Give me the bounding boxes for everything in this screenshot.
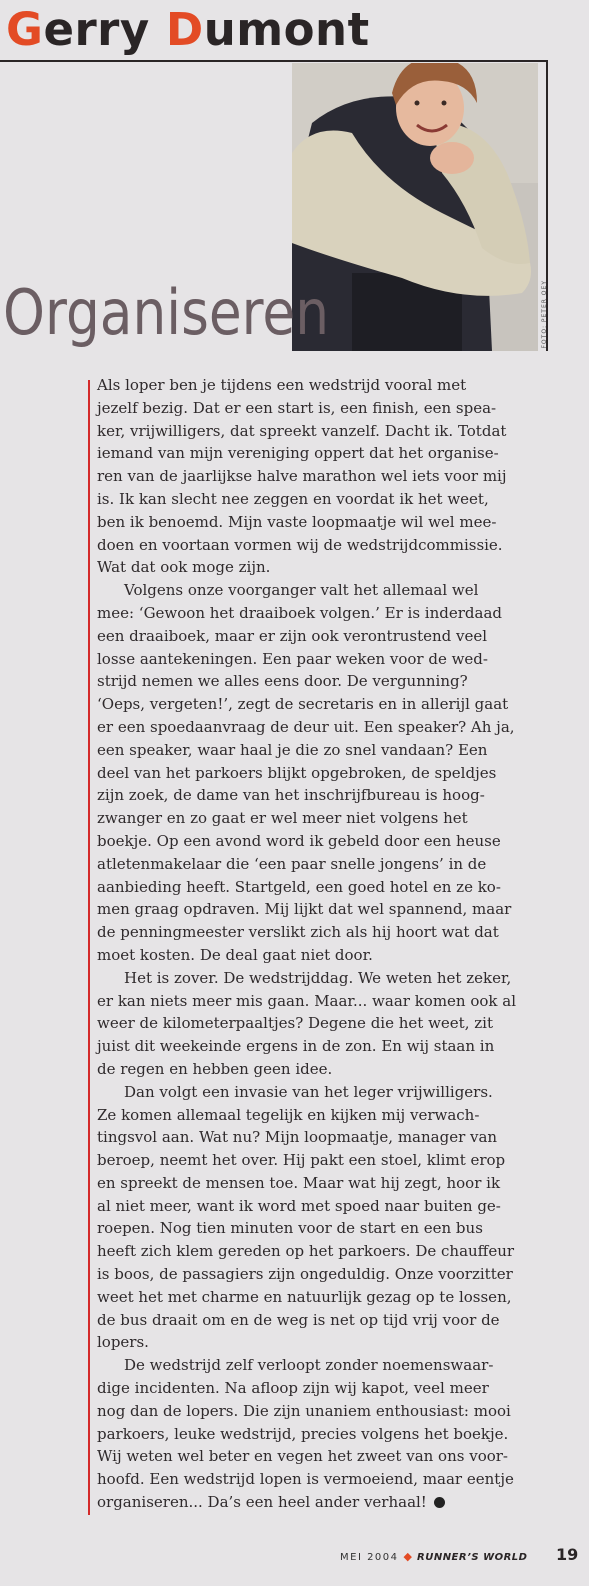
issue-date: MEI 2004 [340, 1552, 399, 1563]
article-line: beroep, neemt het over. Hij pakt een stoel, klimt erop [97, 1151, 506, 1170]
article-line: is boos, de passagiers zijn ongeduldig. Onze voorzitter [97, 1265, 513, 1284]
article-line: atletenmakelaar die ‘een paar snelle jongens’ in de [97, 854, 487, 873]
article-line: Dan volgt een invasie van het leger vrijwilligers. [124, 1082, 493, 1101]
article-line: Als loper ben je tijdens een wedstrijd vooral met [97, 376, 467, 394]
article-line: Het is zover. De wedstrijddag. We weten het zeker, [124, 968, 512, 987]
article-line: boekje. Op een avond word ik gebeld door een heuse [97, 831, 501, 850]
article-line: een draaiboek, maar er zijn ook verontrustend veel [97, 626, 488, 645]
article-line: ren van de jaarlijkse halve marathon wel iets voor mij [97, 467, 507, 486]
article-line: ker, vrijwilligers, dat spreekt vanzelf. Dacht ik. Totdat [97, 421, 507, 440]
article-body [97, 374, 555, 1514]
article-line: de bus draait om en de weg is net op tijd vrij voor de [97, 1310, 500, 1329]
margin-rule [88, 380, 90, 1515]
article-line: al niet meer, want ik word met spoed naar buiten ge- [97, 1196, 501, 1215]
author-initial-last: D [165, 3, 204, 56]
magazine-name: RUNNER’S WORLD [417, 1552, 528, 1563]
article-line: is. Ik kan slecht nee zeggen en voordat ik het weet, [97, 489, 489, 508]
article-line: de penningmeester verslikt zich als hij hoort wat dat [97, 923, 499, 942]
article-line: zijn zoek, de dame van het inschrijfbureau is hoog- [97, 786, 485, 805]
article-line: de regen en hebben geen idee. [97, 1059, 333, 1078]
article-line: strijd nemen we alles eens door. De vergunning? [97, 672, 468, 691]
article-line: heeft zich klem gereden op het parkoers. De chauffeur [97, 1242, 515, 1261]
article-line: nog dan de lopers. Die zijn unaniem enthousiast: mooi [97, 1401, 511, 1420]
article-line: juist dit weekeinde ergens in de zon. En wij staan in [97, 1037, 495, 1056]
photo-credit: FOTO: PETER OEY [541, 280, 548, 349]
page-number: 19 [556, 1545, 579, 1564]
article-line: mee: ‘Gewoon het draaiboek volgen.’ Er is inderdaad [97, 603, 503, 622]
article-line: weet het met charme en natuurlijk gezag op te lossen, [97, 1287, 512, 1306]
article-line: Volgens onze voorganger valt het allemaal wel [124, 581, 479, 600]
article-line: er een spoedaanvraag de deur uit. Een speaker? Ah ja, [97, 717, 515, 736]
article-line: parkoers, leuke wedstrijd, precies volgens het boekje. [97, 1424, 509, 1443]
article-line: lopers. [97, 1333, 149, 1352]
article-line: een speaker, waar haal je die zo snel vandaan? Een [97, 740, 488, 759]
article-line: hoofd. Een wedstrijd lopen is vermoeiend, maar eentje [97, 1470, 514, 1489]
article-line: zwanger en zo gaat er wel meer niet volgens het [97, 809, 468, 828]
article-line: weer de kilometerpaaltjes? Degene die het weet, zit [97, 1014, 493, 1033]
article-line: tingsvol aan. Wat nu? Mijn loopmaatje, manager van [97, 1128, 498, 1147]
author-first-name-rest: erry [43, 3, 166, 56]
end-mark-icon [434, 1497, 445, 1508]
article-line: moet kosten. De deal gaat niet door. [97, 945, 373, 964]
header-rule [0, 60, 548, 62]
article-line: en spreekt de mensen toe. Maar wat hij zegt, hoor ik [97, 1173, 501, 1192]
author-name [6, 2, 370, 58]
page-footer [340, 1550, 527, 1563]
diamond-icon: ◆ [403, 1550, 412, 1563]
article-line: losse aantekeningen. Een paar weken voor de wed- [97, 649, 488, 668]
article-line: men graag opdraven. Mij lijkt dat wel spannend, maar [97, 900, 512, 919]
article-line: Wij weten wel beter en vegen het zweet van ons voor- [97, 1447, 508, 1466]
article-line: er kan niets meer mis gaan. Maar... waar komen ook al [97, 991, 517, 1010]
article-line: organiseren... Da’s een heel ander verhaal! [97, 1491, 555, 1514]
article-line: deel van het parkoers blijkt opgebroken, de speldjes [97, 763, 497, 782]
article-line: ben ik benoemd. Mijn vaste loopmaatje wil wel mee- [97, 512, 497, 531]
author-last-name-rest: umont [203, 3, 370, 56]
author-initial-first: G [6, 3, 44, 56]
article-line: dige incidenten. Na afloop zijn wij kapot, veel meer [97, 1379, 489, 1398]
article-line: doen en voortaan vormen wij de wedstrijdcommissie. [97, 535, 503, 554]
article-line: jezelf bezig. Dat er een start is, een finish, een spea- [97, 398, 497, 417]
article-line: Wat dat ook moge zijn. [97, 558, 271, 577]
article-line: iemand van mijn vereniging oppert dat het organise- [97, 444, 499, 463]
article-line: roepen. Nog tien minuten voor de start en een bus [97, 1219, 483, 1238]
article-title: Organiseren [3, 276, 330, 349]
article-line: aanbieding heeft. Startgeld, een goed hotel en ze ko- [97, 877, 501, 896]
article-line: Ze komen allemaal tegelijk en kijken mij verwach- [97, 1105, 480, 1124]
article-line: ‘Oeps, vergeten!’, zegt de secretaris en in allerijl gaat [97, 695, 509, 714]
article-line: De wedstrijd zelf verloopt zonder noemenswaar- [124, 1356, 494, 1375]
